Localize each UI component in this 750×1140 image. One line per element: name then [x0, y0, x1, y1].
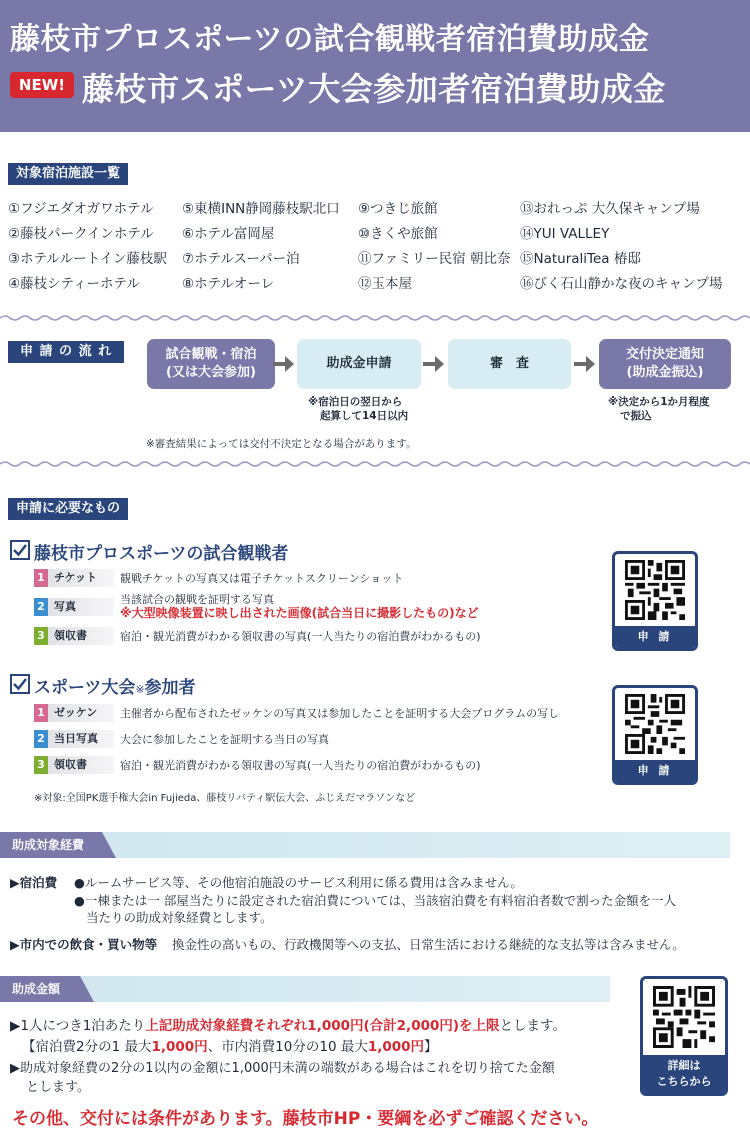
requirement-description: 観戦チケットの写真又は電子チケットスクリーンショット: [120, 572, 404, 585]
arrow-right-icon: [271, 352, 295, 376]
qr-code-icon: [625, 560, 685, 620]
requirements-group2-title-mark: ※: [135, 683, 145, 696]
flow-review-note: ※審査結果によっては交付不決定となる場合があります。: [146, 438, 417, 450]
requirement-number: 2: [34, 730, 48, 748]
flow-note-decision-line1: ※決定から1か月程度: [608, 396, 710, 408]
requirement-description: 当該試合の観戦を証明する写真: [120, 593, 274, 606]
requirement-number: 1: [34, 704, 48, 722]
facility-item: ⑮NaturaliTea 椿邸: [520, 251, 641, 267]
amount-line2-post: 】: [424, 1039, 438, 1055]
amount-band: [0, 976, 610, 1002]
amount-line2: [22, 1035, 438, 1055]
flow-note-decision-line2: で振込: [620, 409, 652, 422]
title-prosports: 藤枝市プロスポーツの試合観戦者宿泊費助成金: [10, 22, 650, 57]
wavy-divider: [0, 314, 750, 322]
facility-item: ⑩きくや旅館: [358, 226, 438, 242]
new-badge: NEW!: [10, 72, 74, 98]
facility-item: ⑬おれっぷ 大久保キャンプ場: [520, 201, 700, 217]
checkbox-checked-icon: [10, 674, 30, 694]
requirement-tag: 当日写真: [48, 730, 114, 748]
facility-item: ⑪ファミリー民宿 朝比奈: [358, 251, 511, 267]
amount-line2-pre: 【宿泊費2分の1 最大: [22, 1039, 152, 1055]
requirement-tag: 写真: [48, 598, 114, 616]
footer-notice: その他、交付には条件があります。藤枝市HP・要綱を必ずご確認ください。: [12, 1109, 599, 1129]
flow-step-apply: [297, 339, 421, 389]
arrow-right-icon: [421, 352, 445, 376]
flow-step-stay-line1: 試合観戦・宿泊: [165, 347, 257, 363]
flow-step-decision-line1: 交付決定通知: [625, 347, 704, 363]
requirement-number: 3: [34, 756, 48, 774]
facility-item: ⑥ホテル富岡屋: [182, 226, 275, 242]
qr-code-icon: [625, 694, 685, 754]
requirements-footnote: ※対象:全国PK選手権大会in Fujieda、藤枝リバティ駅伝大会、ふじえだマラソンなど: [34, 793, 416, 804]
flow-step-review-label: 審 査: [489, 356, 529, 372]
expenses-band: [0, 832, 730, 858]
qr-code-apply-prosports[interactable]: [612, 551, 698, 651]
expenses-city-heading: ▶市内での飲食・買い物等: [10, 937, 158, 952]
flow-note-apply-line2: 起算して14日以内: [320, 409, 409, 422]
requirements-group2-title-suffix: 参加者: [144, 678, 196, 698]
amount-line3: ▶助成対象経費の2分の1以内の金額に1,000円未満の端数がある場合はこれを切り捨てた金額: [10, 1061, 555, 1076]
requirement-description: 大会に参加したことを証明する当日の写真: [120, 733, 329, 746]
flow-step-apply-label: 助成金申請: [326, 356, 392, 372]
requirement-description: 宿泊・観光消費がわかる領収書の写真(一人当たりの宿泊費がわかるもの): [120, 759, 481, 772]
facility-item: ③ホテルルートイン藤枝駅: [8, 251, 167, 267]
flow-step-stay-line2: (又は大会参加): [166, 365, 256, 380]
qr-apply-label: 申 請: [615, 760, 695, 782]
requirement-description: 宿泊・観光消費がわかる領収書の写真(一人当たりの宿泊費がわかるもの): [120, 630, 481, 643]
amount-line2-mid: 、市内消費10分の10 最大: [207, 1039, 368, 1055]
flow-step-decision-line2: (助成金振込): [626, 365, 704, 380]
checkbox-checked-icon: [10, 540, 30, 560]
arrow-right-icon: [572, 352, 596, 376]
expenses-section-label: 助成対象経費: [0, 832, 102, 858]
facility-item: ①フジエダオガワホテル: [8, 201, 154, 217]
amount-line1-highlight: 上記助成対象経費それぞれ1,000円(合計2,000円)を上限: [145, 1018, 500, 1034]
requirements-group1-title: 藤枝市プロスポーツの試合観戦者: [34, 544, 289, 564]
amount-section-label: 助成金額: [0, 976, 80, 1002]
flow-step-decision: [599, 339, 731, 389]
facility-item: ⑫玉本屋: [358, 276, 412, 292]
flow-step-stay: [147, 339, 275, 389]
requirements-section-label: 申請に必要なもの: [8, 498, 128, 520]
requirement-tag: チケット: [48, 569, 114, 587]
expenses-lodging-item1: ●ルームサービス等、その他宿泊施設のサービス利用に係る費用は含みません。: [74, 875, 523, 890]
facility-item: ②藤枝パークインホテル: [8, 226, 154, 242]
header-banner: [0, 0, 750, 132]
expenses-lodging-item2: ●一棟または一 部屋当たりに設定された宿泊費については、当該宿泊費を有料宿泊者数で割った金額を一人: [74, 893, 677, 908]
requirement-number: 3: [34, 627, 48, 645]
qr-details-label: [643, 1055, 725, 1093]
amount-line1-pre: ▶1人につき1泊あたり: [10, 1018, 146, 1034]
requirements-group2-title-main: スポーツ大会: [34, 678, 136, 698]
expenses-lodging-item2-cont: 当たりの助成対象経費とします。: [86, 910, 273, 925]
qr-code-details[interactable]: [640, 976, 728, 1096]
flow-step-review: [448, 339, 571, 389]
amount-line1: [10, 1014, 566, 1034]
qr-code-icon: [653, 986, 715, 1048]
title-sports-event: 藤枝市スポーツ大会参加者宿泊費助成金: [82, 70, 666, 108]
requirement-number: 2: [34, 598, 48, 616]
requirement-description-note: ※大型映像装置に映し出された画像(試合当日に撮影したもの)など: [120, 606, 479, 620]
qr-details-label-line2: こちらから: [656, 1075, 712, 1088]
amount-line1-post: とします。: [499, 1018, 566, 1034]
expenses-lodging-heading: ▶宿泊費: [10, 875, 58, 890]
facilities-section-label: 対象宿泊施設一覧: [8, 163, 128, 185]
amount-line2-city-max: 1,000円: [367, 1039, 425, 1055]
facility-item: ⑤東横INN静岡藤枝駅北口: [182, 201, 340, 217]
facility-item: ⑯びく石山静かな夜のキャンプ場: [520, 276, 723, 292]
requirements-group2-title: [34, 673, 196, 698]
facility-item: ④藤枝シティーホテル: [8, 276, 140, 292]
facility-item: ⑧ホテルオーレ: [182, 276, 275, 292]
qr-apply-label: 申 請: [615, 626, 695, 648]
qr-details-label-line1: 詳細は: [667, 1059, 701, 1072]
flow-note-apply-line1: ※宿泊日の翌日から: [308, 396, 403, 408]
facility-item: ⑭YUI VALLEY: [520, 226, 610, 242]
qr-code-apply-sports-event[interactable]: [612, 685, 698, 785]
requirement-number: 1: [34, 569, 48, 587]
flow-note-apply: [308, 396, 408, 423]
requirement-tag: 領収書: [48, 756, 114, 774]
flow-section-label: 申 請 の 流 れ: [8, 341, 124, 363]
requirement-description: 主催者から配布されたゼッケンの写真又は参加したことを証明する大会プログラムの写し: [120, 707, 560, 720]
requirement-tag: ゼッケン: [48, 704, 114, 722]
amount-line3-cont: とします。: [26, 1080, 90, 1095]
amount-line2-lodging-max: 1,000円: [151, 1039, 208, 1055]
wavy-divider: [0, 460, 750, 468]
facility-item: ⑨つきじ旅館: [358, 201, 438, 217]
facility-item: ⑦ホテルスーパー泊: [182, 251, 300, 267]
requirement-tag: 領収書: [48, 627, 114, 645]
flow-note-decision: [608, 396, 710, 423]
expenses-city-description: 換金性の高いもの、行政機関等への支払、日常生活における継続的な支払等は含みません。: [172, 937, 685, 952]
